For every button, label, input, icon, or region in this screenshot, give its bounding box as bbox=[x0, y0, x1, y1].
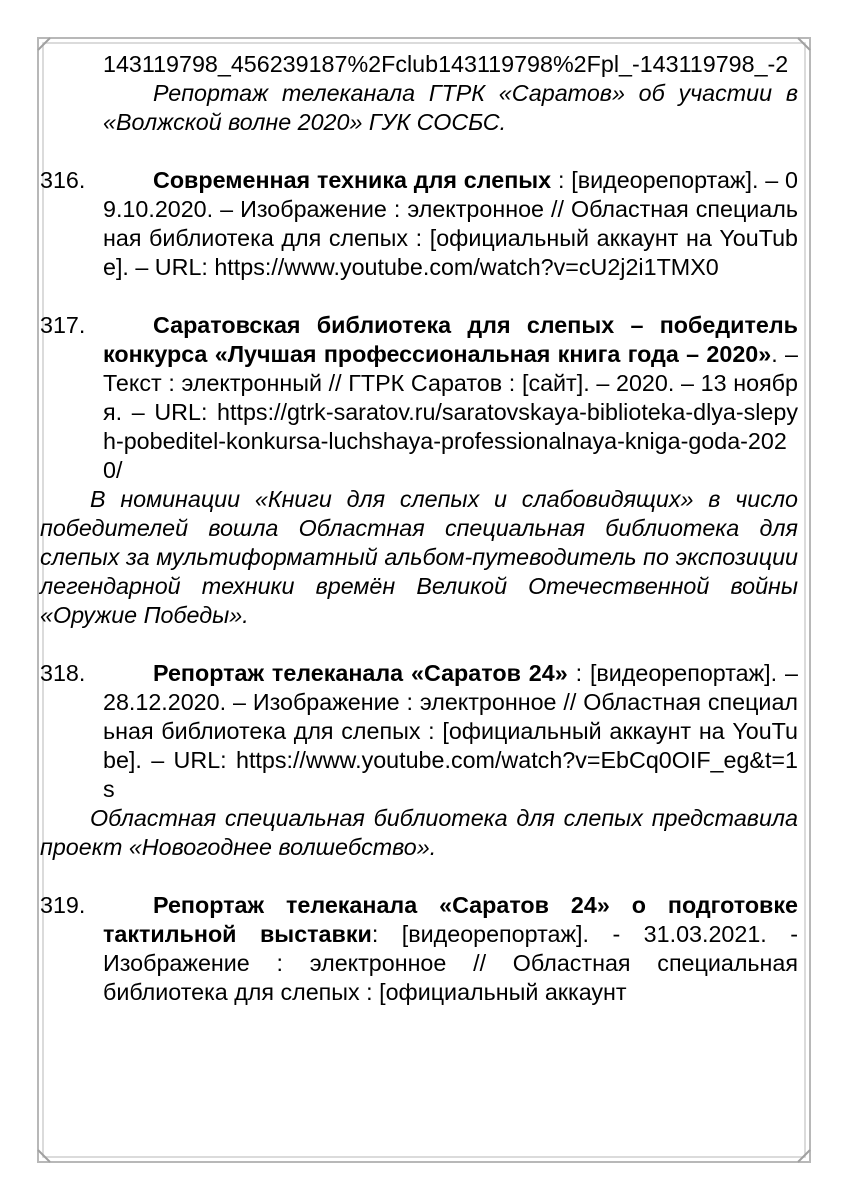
bibliography-entry bbox=[40, 891, 798, 1007]
entry-title: Репортаж телеканала «Саратов 24» о подготовке тактильной выставки bbox=[103, 892, 798, 947]
entry-description: : [видеорепортаж]. - 31.03.2021. - Изображение : электронное // Областная специальная библиотека для слепых : [официальный аккаунт bbox=[103, 921, 798, 1005]
entry-annotation: Областная специальная библиотека для слепых представила проект «Новогоднее волшебство». bbox=[40, 805, 798, 860]
entry-description: : [видеорепортаж]. – 09.10.2020. – Изображение : электронное // Областная специальная библиотека для слепых : [официальный аккаунт на YouTube]. – URL: https://www.youtube.com/watch?v=cU2j2i1TMX0 bbox=[103, 167, 798, 280]
entry-description: : [видеорепортаж]. – 28.12.2020. – Изображение : электронное // Областная специальная библиотека для слепых : [официальный аккаунт на YouTube]. – URL: https://www.youtube.com/watch?v=EbCq0OIF_eg&t=1s bbox=[103, 660, 798, 802]
entry-number: 319. bbox=[40, 892, 86, 918]
entry-annotation: В номинации «Книги для слепых и слабовидящих» в число победителей вошла Областная специальная библиотека для слепых за мультиформатный альбом-путеводитель по экспозиции легендарной техники времён Великой Отечественной войны «Оружие Победы». bbox=[40, 486, 798, 628]
continued-entry bbox=[103, 50, 798, 137]
entry-number: 317. bbox=[40, 312, 86, 338]
entry-title: Современная техника для слепых bbox=[153, 167, 552, 193]
bibliography-entry bbox=[40, 166, 798, 282]
document-body bbox=[40, 50, 798, 1007]
entry-number: 318. bbox=[40, 660, 86, 686]
bibliography-entry bbox=[40, 311, 798, 485]
entry-annotation: Репортаж телеканала ГТРК «Саратов» об участии в «Волжской волне 2020» ГУК СОСБС. bbox=[103, 80, 798, 135]
entry-description: . – Текст : электронный // ГТРК Саратов : [сайт]. – 2020. – 13 ноября. – URL: https://gtrk-saratov.ru/saratovskaya-biblioteka-dlya-slepyh-pobeditel-konkursa-luchshaya-professionalnaya-kniga-goda-2020/ bbox=[103, 341, 798, 483]
bibliography-entry bbox=[40, 659, 798, 804]
entry-number: 316. bbox=[40, 167, 86, 193]
entry-title: Репортаж телеканала «Саратов 24» bbox=[153, 660, 568, 686]
entry-url-continuation: 143119798_456239187%2Fclub143119798%2Fpl_-143119798_-2 bbox=[103, 51, 789, 77]
entry-title: Саратовская библиотека для слепых – победитель конкурса «Лучшая профессиональная книга года – 2020» bbox=[103, 312, 798, 367]
